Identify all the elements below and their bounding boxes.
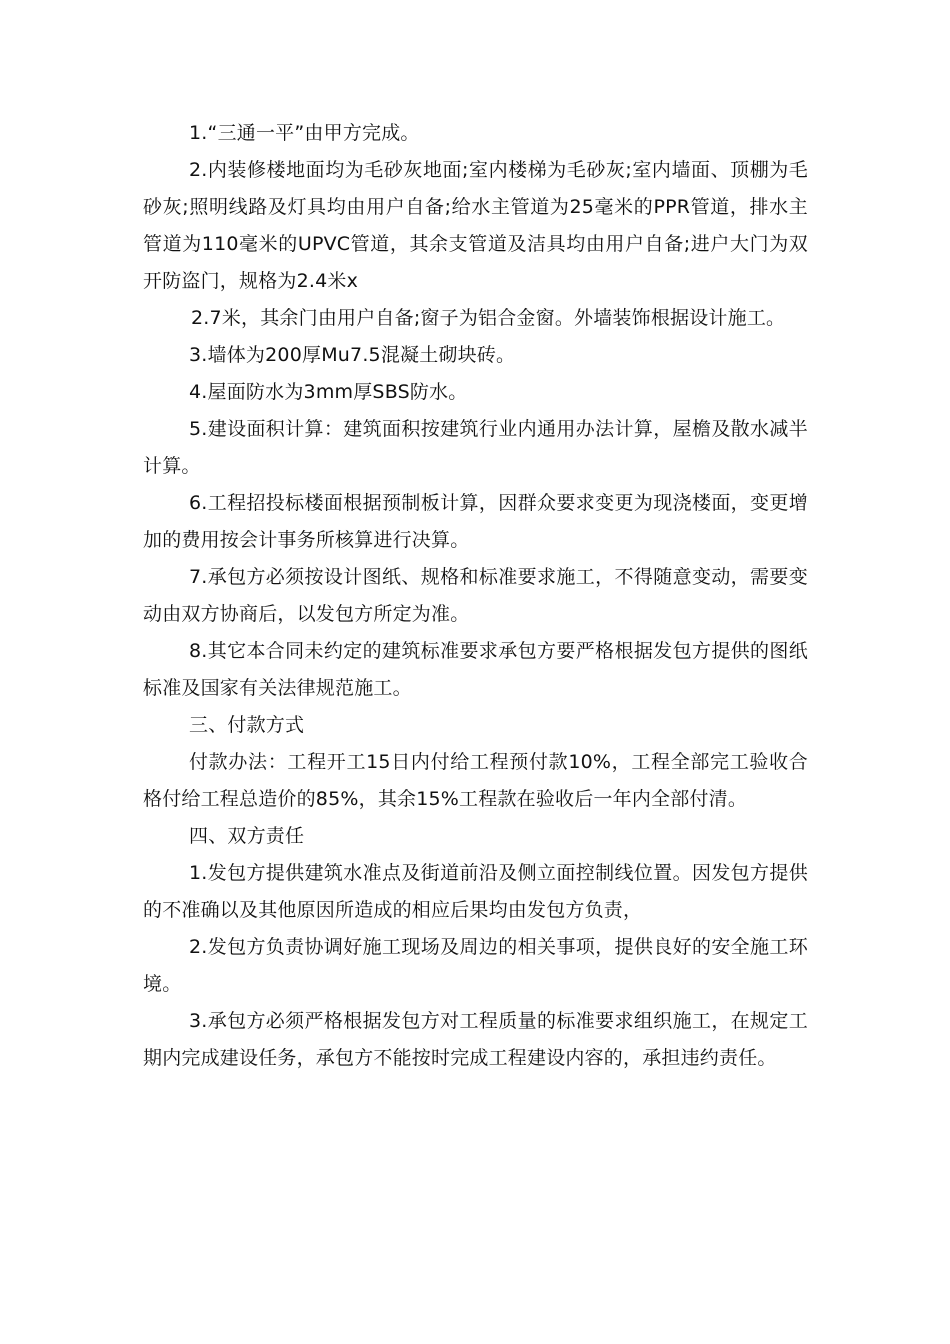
paragraph-item-4: 4.屋面防水为3mm厚SBS防水。: [189, 381, 468, 403]
paragraph-item-8: 8.其它本合同未约定的建筑标准要求承包方要严格根据发包方提供的图纸标准及国家有关法律规范施工。: [143, 640, 808, 699]
paragraph-responsibility-2: 2.发包方负责协调好施工现场及周边的相关事项，提供良好的安全施工环境。: [143, 936, 808, 995]
paragraph-item-3: 3.墙体为200厚Mu7.5混凝土砌块砖。: [189, 344, 516, 366]
paragraph-item-5: 5.建设面积计算：建筑面积按建筑行业内通用办法计算，屋檐及散水减半计算。: [143, 418, 808, 477]
paragraph-payment-terms: 付款办法：工程开工15日内付给工程预付款10%，工程全部完工验收合格付给工程总造价的85%，其余15%工程款在验收后一年内全部付清。: [143, 751, 808, 810]
paragraph-item-7: 7.承包方必须按设计图纸、规格和标准要求施工，不得随意变动，需要变动由双方协商后，以发包方所定为准。: [143, 566, 808, 625]
paragraph-item-2-continued: 2.7米，其余门由用户自备;窗子为铝合金窗。外墙装饰根据设计施工。: [191, 307, 786, 329]
paragraph-responsibility-1: 1.发包方提供建筑水准点及街道前沿及侧立面控制线位置。因发包方提供的不准确以及其他原因所造成的相应后果均由发包方负责，: [143, 862, 808, 921]
paragraph-item-1: 1.“三通一平”由甲方完成。: [189, 122, 420, 144]
section-heading-responsibilities: 四、双方责任: [189, 825, 305, 847]
paragraph-item-2: 2.内装修楼地面均为毛砂灰地面;室内楼梯为毛砂灰;室内墙面、顶棚为毛砂灰;照明线路及灯具均由用户自备;给水主管道为25毫米的PPR管道，排水主管道为110毫米的UPVC管道，其余支管道及洁具均由用户自备;进户大门为双开防盗门，规格为2.4米x: [143, 159, 808, 292]
document-body: [143, 115, 808, 1077]
paragraph-responsibility-3: 3.承包方必须严格根据发包方对工程质量的标准要求组织施工，在规定工期内完成建设任务，承包方不能按时完成工程建设内容的，承担违约责任。: [143, 1010, 808, 1069]
paragraph-item-6: 6.工程招投标楼面根据预制板计算，因群众要求变更为现浇楼面，变更增加的费用按会计事务所核算进行决算。: [143, 492, 808, 551]
section-heading-payment: 三、付款方式: [189, 714, 305, 736]
